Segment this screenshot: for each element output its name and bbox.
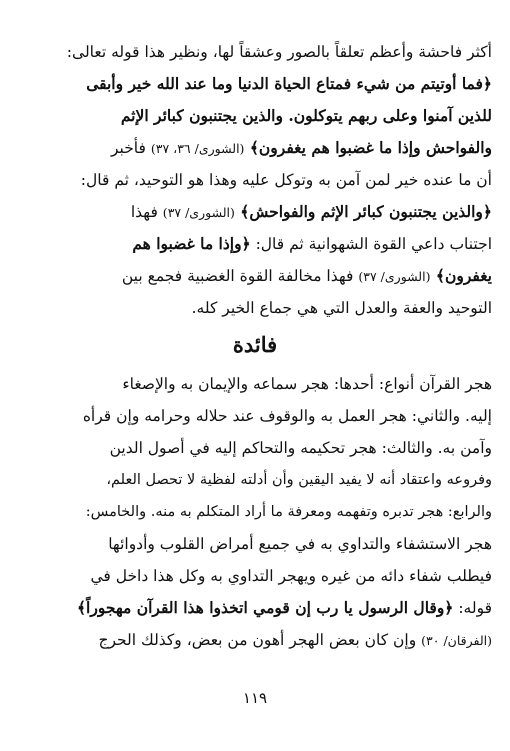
quran-verse: والفواحش وإذا ما غضبوا هم يغفرون﴾ bbox=[244, 138, 492, 157]
text-line bbox=[40, 196, 492, 228]
quran-verse: للذين آمنوا وعلى ربهم يتوكلون. والذين يجتنبون كبائر الإثم bbox=[120, 106, 492, 125]
text-segment: والرابع: هجر تدبره وتفهمه ومعرفة ما أراد المتكلم به منه. والخامس: bbox=[85, 504, 492, 520]
text-line bbox=[40, 464, 492, 496]
text-line bbox=[40, 592, 492, 624]
quran-verse: ﴿والذين يجتنبون كبائر الإثم والفواحش﴾ bbox=[234, 202, 492, 221]
text-segment: التوحيد والعفة والعدل التي هي جماع الخير كله. bbox=[191, 299, 492, 317]
text-line bbox=[40, 68, 492, 100]
page-number: ١١٩ bbox=[242, 689, 268, 707]
text-segment: اجتناب داعي القوة الشهوانية ثم قال: bbox=[250, 235, 492, 253]
text-line bbox=[40, 496, 492, 528]
text-line bbox=[40, 100, 492, 132]
quran-verse: يغفرون﴾ bbox=[430, 266, 492, 285]
text-line bbox=[40, 400, 492, 432]
text-line bbox=[40, 228, 492, 260]
text-line bbox=[40, 624, 492, 656]
text-segment: وإن كان بعض الهجر أهون من بعض، وكذلك الحرج bbox=[98, 631, 422, 649]
text-line bbox=[40, 560, 492, 592]
paragraph-tawhid bbox=[40, 36, 492, 324]
paragraph-quran-abandonment bbox=[40, 368, 492, 656]
text-segment: هجر الاستشفاء والتداوي به في جميع أمراض القلوب وأدوائها bbox=[108, 535, 492, 553]
text-line bbox=[40, 260, 492, 292]
verse-reference: (الشورى/ ٣٧) bbox=[358, 269, 431, 284]
text-segment: هجر القرآن أنواع: أحدها: هجر سماعه والإيمان به والإصغاء bbox=[122, 375, 492, 393]
quran-verse: ﴿وإذا ما غضبوا هم bbox=[132, 234, 251, 253]
text-segment: فيطلب شفاء دائه من غيره ويهجر التداوي به وكل هذا داخل في bbox=[90, 567, 492, 585]
quran-verse: ﴿فما أوتيتم من شيء فمتاع الحياة الدنيا وما عند الله خير وأبقى bbox=[86, 74, 492, 93]
verse-reference: (الفرقان/ ٣٠) bbox=[421, 633, 492, 648]
text-line bbox=[40, 528, 492, 560]
text-segment: إليه. والثاني: هجر العمل به والوقوف عند حلاله وحرامه وإن قرأه bbox=[82, 407, 492, 425]
text-line bbox=[40, 368, 492, 400]
text-line bbox=[40, 292, 492, 324]
verse-reference: (الشورى/ ٣٧) bbox=[162, 205, 235, 220]
text-line bbox=[40, 432, 492, 464]
text-line bbox=[40, 36, 492, 68]
text-segment: فهذا bbox=[130, 203, 163, 221]
section-heading: فائدة bbox=[232, 332, 278, 357]
verse-reference: (الشورى/ ٣٦، ٣٧) bbox=[150, 141, 245, 156]
text-line bbox=[40, 164, 492, 196]
text-segment: أكثر فاحشة وأعظم تعلقاً بالصور وعشقاً لها، ونظير هذا قوله تعالى: bbox=[66, 43, 492, 61]
text-line bbox=[40, 132, 492, 164]
text-segment: فأخبر bbox=[110, 139, 151, 157]
text-segment: قوله: bbox=[453, 599, 492, 617]
text-segment: وآمن به. والثالث: هجر تحكيمه والتحاكم إليه في أصول الدين bbox=[109, 439, 492, 457]
text-segment: أن ما عنده خير لمن آمن به وتوكل عليه وهذا هو التوحيد، ثم قال: bbox=[80, 171, 492, 189]
quran-verse: ﴿وقال الرسول يا رب إن قومي اتخذوا هذا القرآن مهجوراً﴾ bbox=[76, 598, 454, 617]
text-segment: فهذا مخالفة القوة الغضبية فجمع بين bbox=[121, 267, 359, 285]
text-segment: وفروعه واعتقاد أنه لا يفيد اليقين وأن أدلته لفظية لا تحصل العلم، bbox=[106, 472, 492, 488]
